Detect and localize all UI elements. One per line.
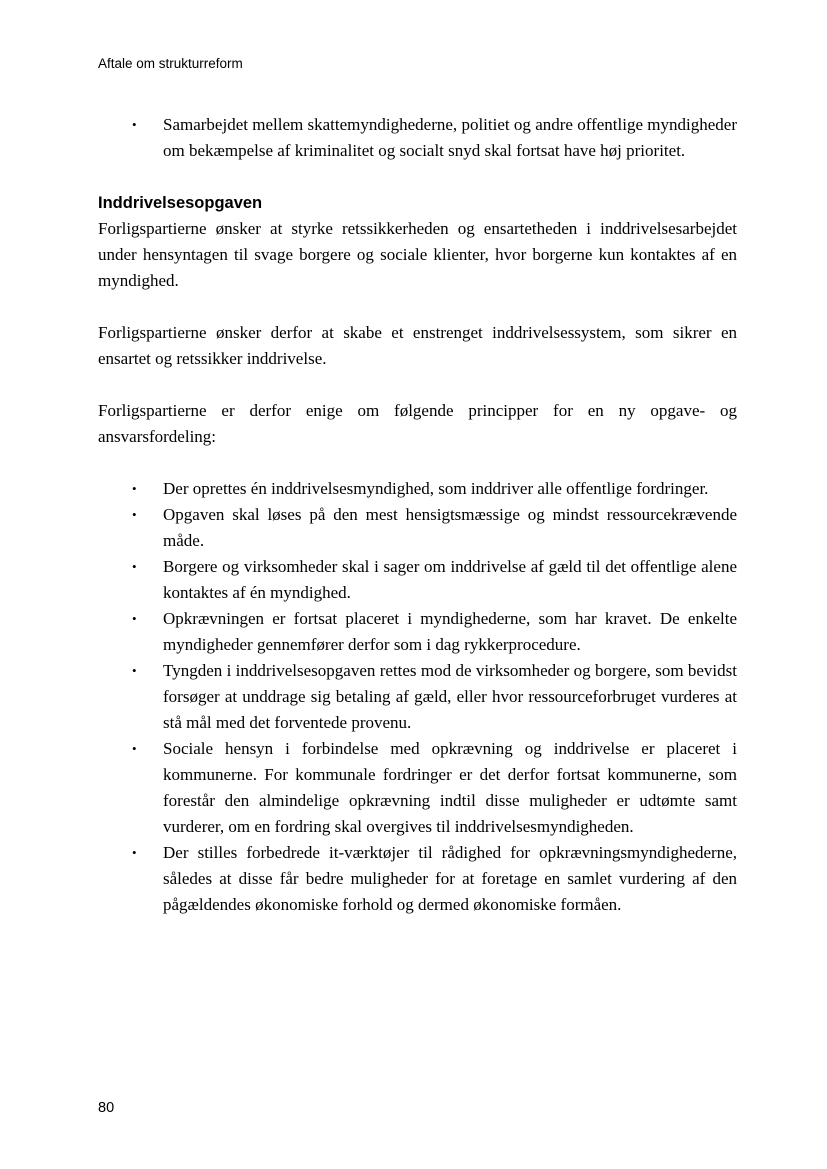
paragraph: Forligspartierne ønsker at styrke retssikkerheden og ensartetheden i inddrivelsesarbejdet under hensyntagen til svage borgere og sociale klienter, hvor borgerne kun kontaktes af en myndighed. [98, 219, 737, 290]
bullet-text: Borgere og virksomheder skal i sager om inddrivelse af gæld til det offentlige alene kontaktes af én myndighed. [163, 557, 737, 602]
bullet-text: Opkrævningen er fortsat placeret i myndighederne, som har kravet. De enkelte myndigheder gennemfører derfor som i dag rykkerprocedure. [163, 609, 737, 654]
bullet-text: Der stilles forbedrede it-værktøjer til rådighed for opkrævningsmyndighederne, således at disse får bedre muligheder for at foretage en samlet vurdering af den pågældendes økonomiske forhold og dermed økonomiske formåen. [163, 843, 737, 914]
bullet-text: Sociale hensyn i forbindelse med opkrævning og inddrivelse er placeret i kommunerne. For kommunale fordringer er det derfor fortsat kommunerne, som forestår den almindelige opkrævning indtil disse muligheder er udtømte samt vurderer, om en fordring skal overgives til inddrivelsesmyndigheden. [163, 739, 737, 836]
paragraph: Forligspartierne ønsker derfor at skabe et enstrenget inddrivelsessystem, som sikrer en ensartet og retssikker inddrivelse. [98, 323, 737, 368]
bullet-icon: • [132, 117, 137, 132]
bullet-icon: • [132, 663, 137, 678]
list-item [132, 554, 737, 606]
page-number: 80 [98, 1100, 115, 1116]
paragraph: Forligspartierne er derfor enige om følgende principper for en ny opgave- og ansvarsfordeling: [98, 401, 737, 446]
bullet-icon: • [132, 507, 137, 522]
principles-bullet-list [98, 476, 737, 918]
list-item [132, 736, 737, 840]
bullet-icon: • [132, 611, 137, 626]
bullet-icon: • [132, 741, 137, 756]
bullet-text: Der oprettes én inddrivelsesmyndighed, som inddriver alle offentlige fordringer. [163, 479, 709, 498]
bullet-icon: • [132, 845, 137, 860]
intro-bullet-list [98, 112, 737, 164]
running-header: Aftale om strukturreform [98, 56, 243, 71]
bullet-text: Samarbejdet mellem skattemyndighederne, politiet og andre offentlige myndigheder om bekæmpelse af kriminalitet og socialt snyd skal fortsat have høj prioritet. [163, 115, 737, 160]
list-item [132, 658, 737, 736]
list-item [132, 112, 737, 164]
bullet-text: Opgaven skal løses på den mest hensigtsmæssige og mindst ressourcekrævende måde. [163, 505, 737, 550]
bullet-icon: • [132, 481, 137, 496]
list-item [132, 840, 737, 918]
list-item [132, 502, 737, 554]
list-item [132, 476, 737, 502]
section-heading: Inddrivelsesopgaven [98, 194, 263, 212]
bullet-text: Tyngden i inddrivelsesopgaven rettes mod de virksomheder og borgere, som bevidst forsøger at unddrage sig betaling af gæld, eller hvor ressourceforbruget vurderes at stå mål med det forventede provenu. [163, 661, 737, 732]
bullet-icon: • [132, 559, 137, 574]
list-item [132, 606, 737, 658]
